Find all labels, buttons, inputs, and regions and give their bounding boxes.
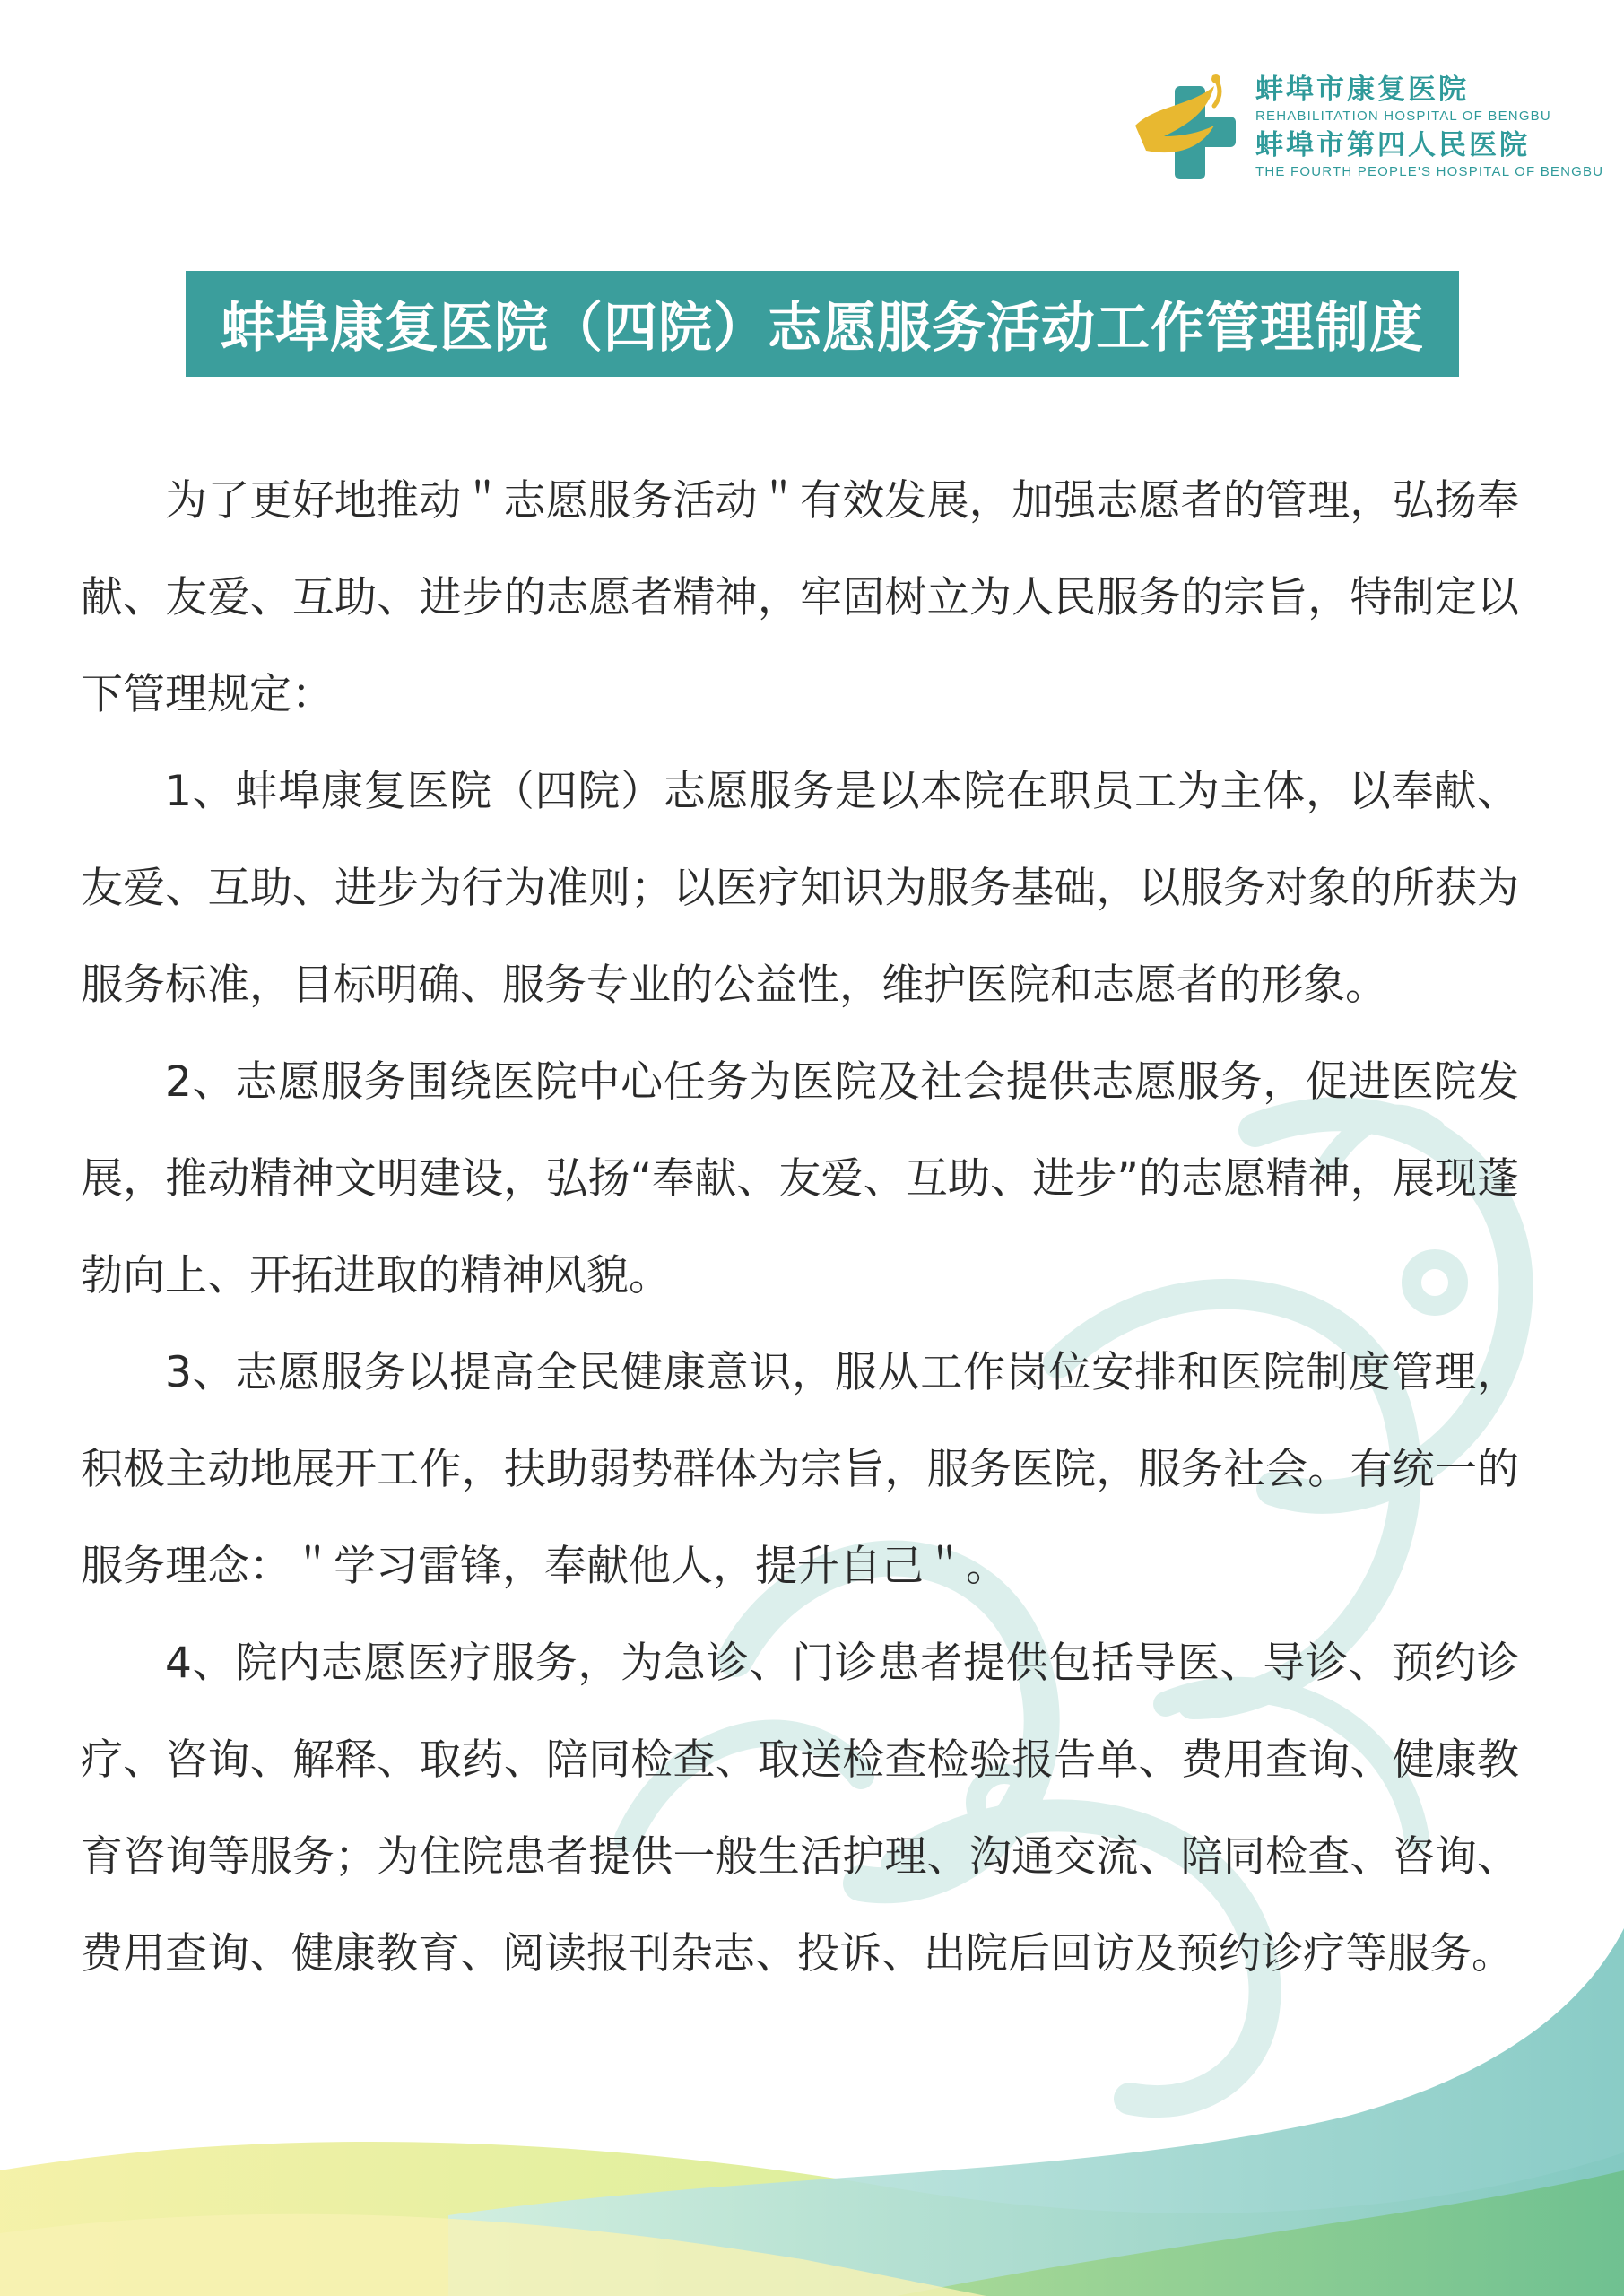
intro-paragraph: 为了更好地推动＂志愿服务活动＂有效发展，加强志愿者的管理，弘扬奉献、友爱、互助、进步的志愿者精神，牢固树立为人民服务的宗旨，特制定以下管理规定： — [81, 476, 1519, 719]
hospital-name-block — [1255, 72, 1614, 181]
hospital-name-en: REHABILITATION HOSPITAL OF BENGBU — [1255, 109, 1551, 124]
rule-paragraph-4: 4、院内志愿医疗服务，为急诊、门诊患者提供包括导医、导诊、预约诊疗、咨询、解释、取药、陪同检查、取送检查检验报告单、费用查询、健康教育咨询等服务；为住院患者提供一般生活护理、沟通交流、陪同检查、咨询、费用查询、健康教育、阅读报刊杂志、投诉、出院后回访及预约诊疗等服务。 — [81, 1639, 1519, 1979]
hospital-alt-name-cn: 蚌埠市第四人民医院 — [1255, 129, 1530, 161]
hospital-name-cn: 蚌埠市康复医院 — [1255, 74, 1469, 106]
rule-paragraph-2: 2、志愿服务围绕医院中心任务为医院及社会提供志愿服务，促进医院发展，推动精神文明建设，弘扬“奉献、友爱、互助、进步”的志愿精神，展现蓬勃向上、开拓进取的精神风貌。 — [81, 1057, 1519, 1300]
hospital-logo — [1128, 70, 1245, 187]
rule-paragraph-1: 1、蚌埠康复医院（四院）志愿服务是以本院在职员工为主体，以奉献、友爱、互助、进步为行为准则；以医疗知识为服务基础，以服务对象的所获为服务标准，目标明确、服务专业的公益性，维护医院和志愿者的形象。 — [81, 767, 1519, 1010]
rule-paragraph-3: 3、志愿服务以提高全民健康意识，服从工作岗位安排和医院制度管理，积极主动地展开工作，扶助弱势群体为宗旨，服务医院，服务社会。有统一的服务理念：＂学习雷锋，奉献他人，提升自己＂。 — [81, 1348, 1519, 1591]
document-body — [81, 453, 1519, 2003]
hospital-alt-name-en: THE FOURTH PEOPLE'S HOSPITAL OF BENGBU — [1255, 164, 1604, 179]
page-title: 蚌埠康复医院（四院）志愿服务活动工作管理制度 — [186, 271, 1459, 377]
